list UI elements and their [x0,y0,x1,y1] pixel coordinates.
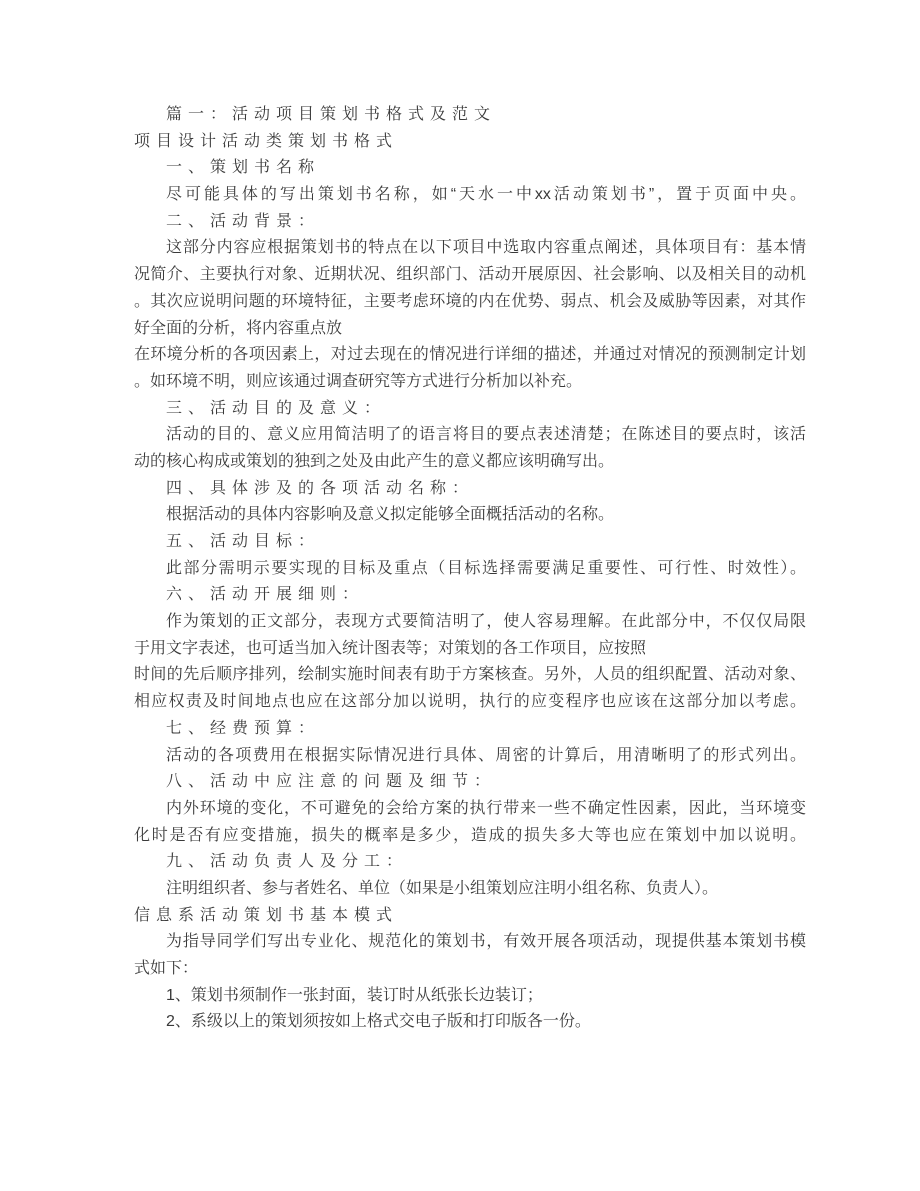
text-line: 在环境分析的各项因素上，对过去现在的情况进行详细的描述，并通过对情况的预测制定计划 [134,346,806,364]
text-line: 式如下： [134,960,199,977]
text-line: 篇一：活动项目策划书格式及范文 [166,106,497,123]
text-line: 作为策划的正文部分，表现方式要简洁明了，使人容易理解。在此部分中，不仅仅局限 [166,613,806,631]
text-line: 活动的目的、意义应用简洁明了的语言将目的要点表述清楚；在陈述目的要点时，该活 [166,426,806,444]
text-line: 一、策划书名称 [166,159,321,177]
text-line: 这部分内容应根据策划书的特点在以下项目中选取内容重点阐述，具体项目有：基本情 [166,239,806,257]
text-line: 1、策划书须制作一张封面，装订时从纸张长边装订； [166,986,543,1004]
text-line: 内外环境的变化，不可避免的会给方案的执行带来一些不确定性因素，因此，当环境变 [166,799,806,817]
text-line: 根据活动的具体内容影响及意义拟定能够全面概括活动的名称。 [166,506,615,524]
text-line: 活动的各项费用在根据实际情况进行具体、周密的计算后，用清晰明了的形式列出。 [166,746,806,764]
text-line: 相应权责及时间地点也应在这部分加以说明，执行的应变程序也应该在这部分加以考虑。 [134,693,806,711]
text-line: 好全面的分析，将内容重点放 [134,319,343,337]
text-line: 四、具体涉及的各项活动名称： [166,479,475,497]
text-line: 。如环境不明，则应该通过调查研究等方式进行分析加以补充。 [134,372,583,390]
text-line: 尽可能具体的写出策划书名称，如“天水一中xx活动策划书”，置于页面中央。 [166,186,806,204]
text-line: 五、活动目标： [166,533,321,550]
text-line: 七、经费预算： [166,719,321,737]
text-line: 时间的先后顺序排列，绘制实施时间表有助于方案核查。另外，人员的组织配置、活动对象、 [134,666,806,684]
text-line: 于用文字表述，也可适当加入统计图表等；对策划的各工作项目，应按照 [134,639,647,657]
text-line: 化时是否有应变措施，损失的概率是多少，造成的损失多大等也应在策划中加以说明。 [134,826,806,844]
text-line: 2、系级以上的策划须按如上格式交电子版和打印版各一份。 [166,1013,591,1031]
text-line: 项目设计活动类策划书格式 [134,132,399,150]
text-line: 六、活动开展细则： [166,586,365,604]
text-line: 此部分需明示要实现的目标及重点（目标选择需要满足重要性、可行性、时效性）。 [166,559,806,577]
text-line: 动的核心构成或策划的独到之处及由此产生的意义都应该明确写出。 [134,452,615,470]
text-line: 况简介、主要执行对象、近期状况、组织部门、活动开展原因、社会影响、以及相关目的动机 [134,266,806,284]
text-line: 注明组织者、参与者姓名、单位（如果是小组策划应注明小组名称、负责人）。 [166,879,719,897]
text-line: 信息系活动策划书基本模式 [134,906,399,924]
text-line: 八、活动中应注意的问题及细节： [166,773,497,791]
text-line: 。其次应说明问题的环境特征，主要考虑环境的内在优势、弱点、机会及威胁等因素，对其作 [134,292,806,310]
page-content [134,102,806,1036]
text-line: 三、活动目的及意义： [166,399,387,417]
text-line: 二、活动背景： [166,212,321,230]
text-line: 为指导同学们写出专业化、规范化的策划书，有效开展各项活动，现提供基本策划书模 [166,933,806,951]
text-line: 九、活动负责人及分工： [166,853,409,871]
